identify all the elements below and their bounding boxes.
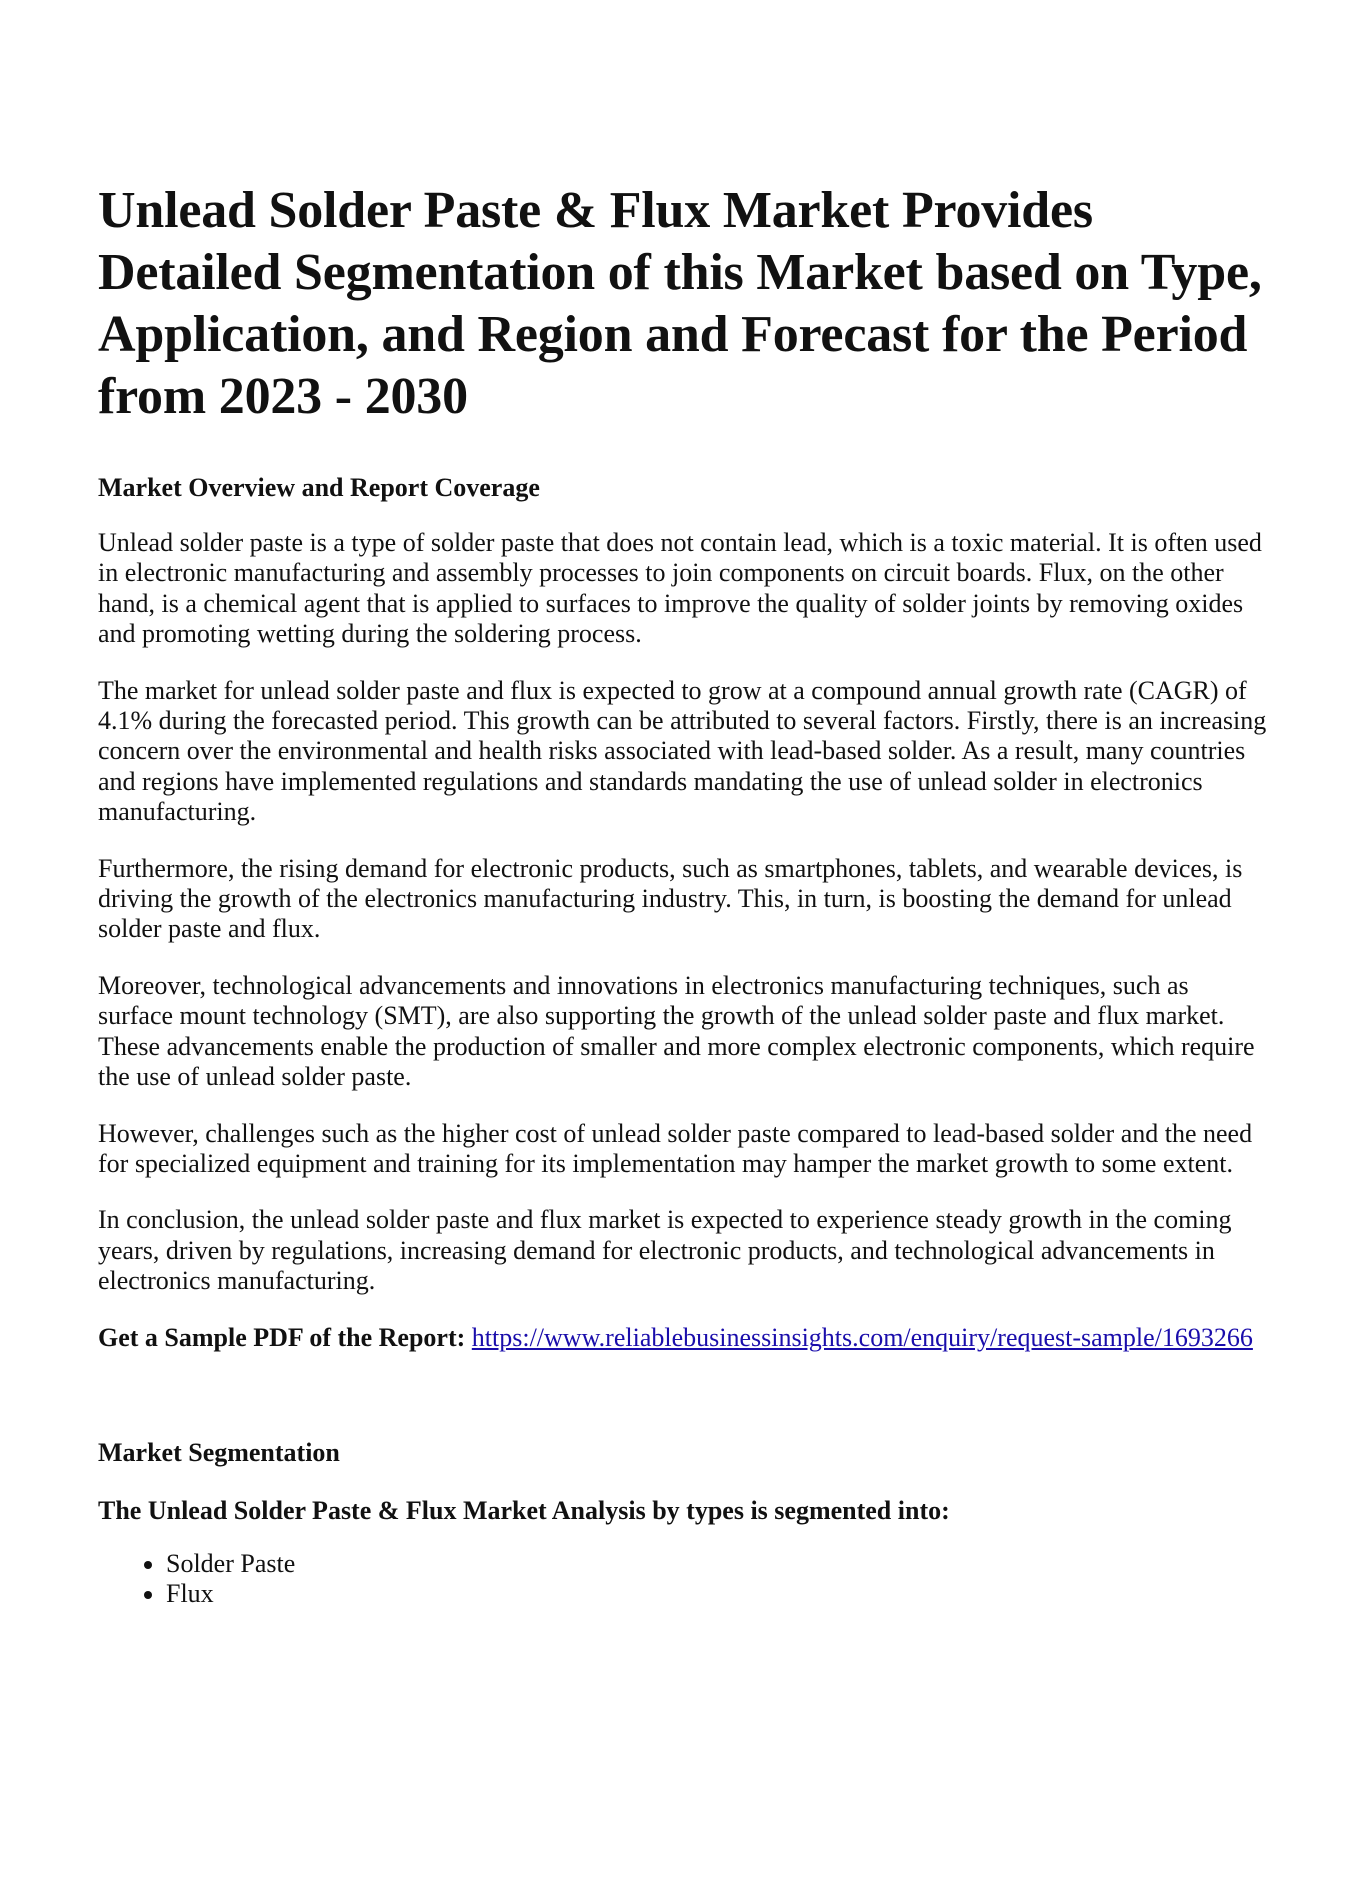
list-item: • Solder Paste [166,1549,1268,1579]
overview-paragraph-3: Furthermore, the rising demand for electronic products, such as smartphones, tablets, and wearable devices, is driving the growth of the electronics manufacturing industry. This, in turn, is boosting the demand for unlead solder paste and flux. [98,853,1243,944]
overview-paragraph-2: The market for unlead solder paste and flux is expected to grow at a compound annual growth rate (CAGR) of 4.1% during the forecasted period. This growth can be attributed to several factors. Firstly, there is an increasing concern over the environmental and health risks associated with lead-based solder. As a result, many countries and regions have implemented regulations and standards mandating the use of unlead solder in electronics manufacturing. [98,675,1267,827]
overview-heading: Market Overview and Report Coverage [98,473,540,502]
sample-pdf-label: Get a Sample PDF of the Report: [98,1322,466,1352]
types-heading: The Unlead Solder Paste & Flux Market Analysis by types is segmented into: [98,1495,950,1525]
document-page [98,180,1268,1610]
sample-pdf-line [98,1323,1268,1353]
overview-paragraph-1: Unlead solder paste is a type of solder paste that does not contain lead, which is a toxic material. It is often used in electronic manufacturing and assembly processes to join components on circuit boards. Flux, on the other hand, is a chemical agent that is applied to surfaces to improve the quality of solder joints by removing oxides and promoting wetting during the soldering process. [98,528,1262,649]
list-item: • Flux [166,1579,1268,1609]
overview-paragraph-5: However, challenges such as the higher cost of unlead solder paste compared to lead-based solder and the need for specialized equipment and training for its implementation may hamper the market growth to some extent. [98,1118,1253,1178]
overview-paragraph-6: In conclusion, the unlead solder paste and flux market is expected to experience steady growth in the coming years, driven by regulations, increasing demand for electronic products, and technological advancements in electronics manufacturing. [98,1205,1232,1296]
overview-paragraph-4: Moreover, technological advancements and innovations in electronics manufacturing techniques, such as surface mount technology (SMT), are also supporting the growth of the unlead solder paste and flux market. These advancements enable the production of smaller and more complex electronic components, which require the use of unlead solder paste. [98,970,1255,1092]
types-list [98,1549,1268,1610]
page-title: Unlead Solder Paste & Flux Market Provides Detailed Segmentation of this Market based on Type, Application, and Region and Forecast for the Period from 2023 - 2030 [98,182,1262,425]
sample-pdf-link[interactable]: https://www.reliablebusinessinsights.com/enquiry/request-sample/1693266 [471,1322,1253,1352]
segmentation-heading: Market Segmentation [98,1437,340,1467]
